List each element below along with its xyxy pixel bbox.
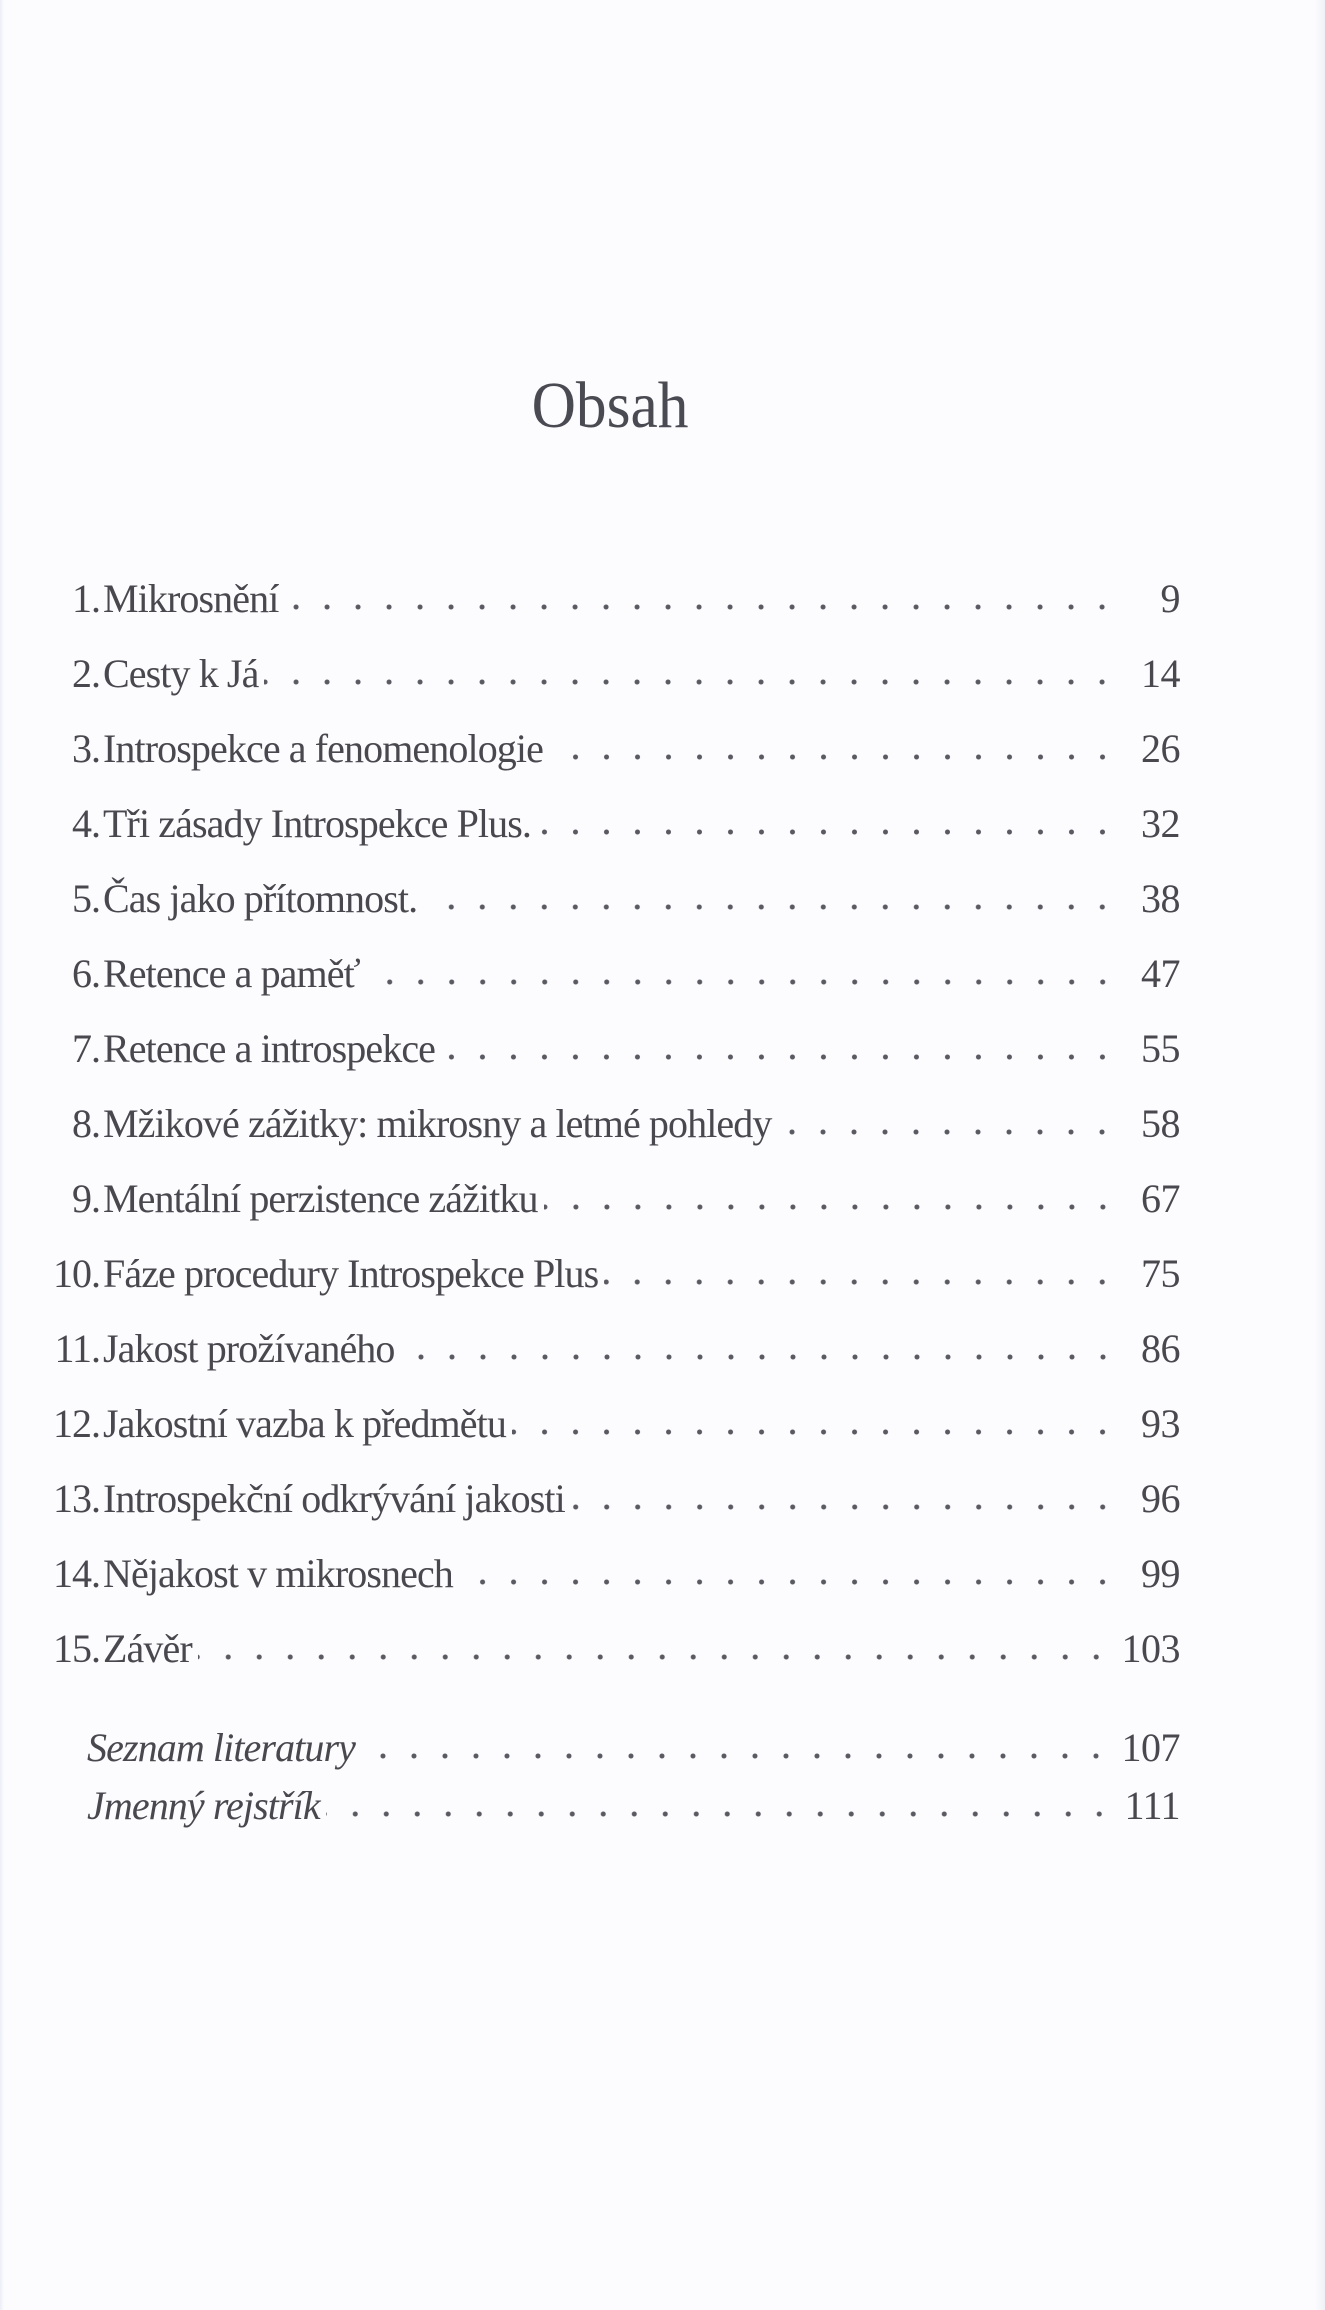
chapter-number: 8. xyxy=(72,1101,100,1146)
page-number: 99 xyxy=(1141,1551,1180,1596)
chapter-number: 4. xyxy=(72,801,100,846)
toc-entry-chapter-7[interactable] xyxy=(45,1023,1180,1075)
dot-leader xyxy=(604,1278,1118,1286)
chapter-number: 6. xyxy=(72,951,100,996)
page-number: 103 xyxy=(1121,1626,1180,1671)
chapter-title: Nějakost v mikrosnech xyxy=(103,1551,453,1596)
page-number: 58 xyxy=(1141,1101,1180,1146)
chapter-title: Jakostní vazba k předmětu xyxy=(103,1401,506,1446)
toc-entry-chapter-14[interactable] xyxy=(45,1548,1180,1600)
page-number: 9 xyxy=(1160,576,1180,621)
page-number: 93 xyxy=(1141,1401,1180,1446)
page-number: 14 xyxy=(1141,651,1180,696)
dot-leader xyxy=(284,603,1118,611)
page-number: 107 xyxy=(1121,1725,1180,1770)
chapter-number: 9. xyxy=(72,1176,100,1221)
chapter-title: Mikrosnění xyxy=(103,576,279,621)
chapter-number: 13. xyxy=(53,1476,100,1521)
chapter-number: 2. xyxy=(72,651,100,696)
chapter-number: 3. xyxy=(72,726,100,771)
page-number: 111 xyxy=(1124,1783,1180,1828)
dot-leader xyxy=(544,1203,1118,1211)
page-number: 26 xyxy=(1141,726,1180,771)
section-title: Jmenný rejstřík xyxy=(87,1783,320,1828)
chapter-title: Cesty k Já xyxy=(103,651,259,696)
dot-leader xyxy=(401,1353,1119,1361)
dot-leader xyxy=(777,1128,1118,1136)
chapter-number: 5. xyxy=(72,876,100,921)
toc-entry-chapter-9[interactable] xyxy=(45,1173,1180,1225)
dot-leader xyxy=(549,753,1118,761)
toc-entry-chapter-4[interactable] xyxy=(45,798,1180,850)
chapter-title: Retence a paměť xyxy=(103,951,360,996)
chapter-number: 10. xyxy=(53,1251,100,1296)
page-edge-right xyxy=(1315,0,1325,2310)
dot-leader xyxy=(326,1810,1115,1818)
toc-entry-chapter-10[interactable] xyxy=(45,1248,1180,1300)
dot-leader xyxy=(571,1503,1118,1511)
page-number: 75 xyxy=(1141,1251,1180,1296)
dot-leader xyxy=(537,828,1118,836)
page-title: Obsah xyxy=(531,369,689,442)
page-number: 38 xyxy=(1141,876,1180,921)
toc-entry-chapter-11[interactable] xyxy=(45,1323,1180,1375)
dot-leader xyxy=(441,1053,1118,1061)
chapter-title: Fáze procedury Introspekce Plus xyxy=(103,1251,599,1296)
toc-entry-chapter-3[interactable] xyxy=(45,723,1180,775)
chapter-number: 7. xyxy=(72,1026,100,1071)
chapter-title: Introspekce a fenomenologie xyxy=(103,726,543,771)
chapter-title: Retence a introspekce xyxy=(103,1026,436,1071)
toc-entry-chapter-2[interactable] xyxy=(45,648,1180,700)
toc-entry-chapter-8[interactable] xyxy=(45,1098,1180,1150)
chapter-number: 11. xyxy=(54,1326,100,1371)
chapter-title: Závěr xyxy=(103,1626,192,1671)
toc-entry-chapter-5[interactable] xyxy=(45,873,1180,925)
chapter-title: Introspekční odkrývání jakosti xyxy=(103,1476,565,1521)
section-title: Seznam literatury xyxy=(87,1725,356,1770)
dot-leader xyxy=(198,1653,1112,1661)
toc-entry-chapter-15[interactable] xyxy=(45,1623,1180,1675)
chapter-number: 15. xyxy=(53,1626,100,1671)
chapter-number: 12. xyxy=(53,1401,100,1446)
dot-leader xyxy=(459,1578,1118,1586)
chapter-title: Čas jako přítomnost. xyxy=(103,876,418,921)
page-number: 86 xyxy=(1141,1326,1180,1371)
chapter-title: Tři zásady Introspekce Plus. xyxy=(103,801,532,846)
chapter-title: Mžikové zážitky: mikrosny a letmé pohledy xyxy=(103,1101,772,1146)
page-number: 32 xyxy=(1141,801,1180,846)
chapter-title: Mentální perzistence zážitku xyxy=(103,1176,538,1221)
page-number: 96 xyxy=(1141,1476,1180,1521)
dot-leader xyxy=(264,678,1118,686)
page-number: 47 xyxy=(1141,951,1180,996)
page-number: 67 xyxy=(1141,1176,1180,1221)
dot-leader xyxy=(361,1752,1111,1760)
dot-leader xyxy=(423,903,1118,911)
chapter-number: 1. xyxy=(72,576,100,621)
page-number: 55 xyxy=(1141,1026,1180,1071)
chapter-number: 14. xyxy=(53,1551,100,1596)
toc-entry-chapter-1[interactable] xyxy=(45,573,1180,625)
toc-entry-chapter-12[interactable] xyxy=(45,1398,1180,1450)
toc-entry-name-index[interactable] xyxy=(45,1780,1180,1832)
toc-entry-bibliography[interactable] xyxy=(45,1722,1180,1774)
dot-leader xyxy=(366,978,1118,986)
toc-entry-chapter-6[interactable] xyxy=(45,948,1180,1000)
chapter-title: Jakost prožívaného xyxy=(103,1326,395,1371)
toc-entry-chapter-13[interactable] xyxy=(45,1473,1180,1525)
dot-leader xyxy=(512,1428,1118,1436)
page-edge-left xyxy=(0,0,4,2310)
